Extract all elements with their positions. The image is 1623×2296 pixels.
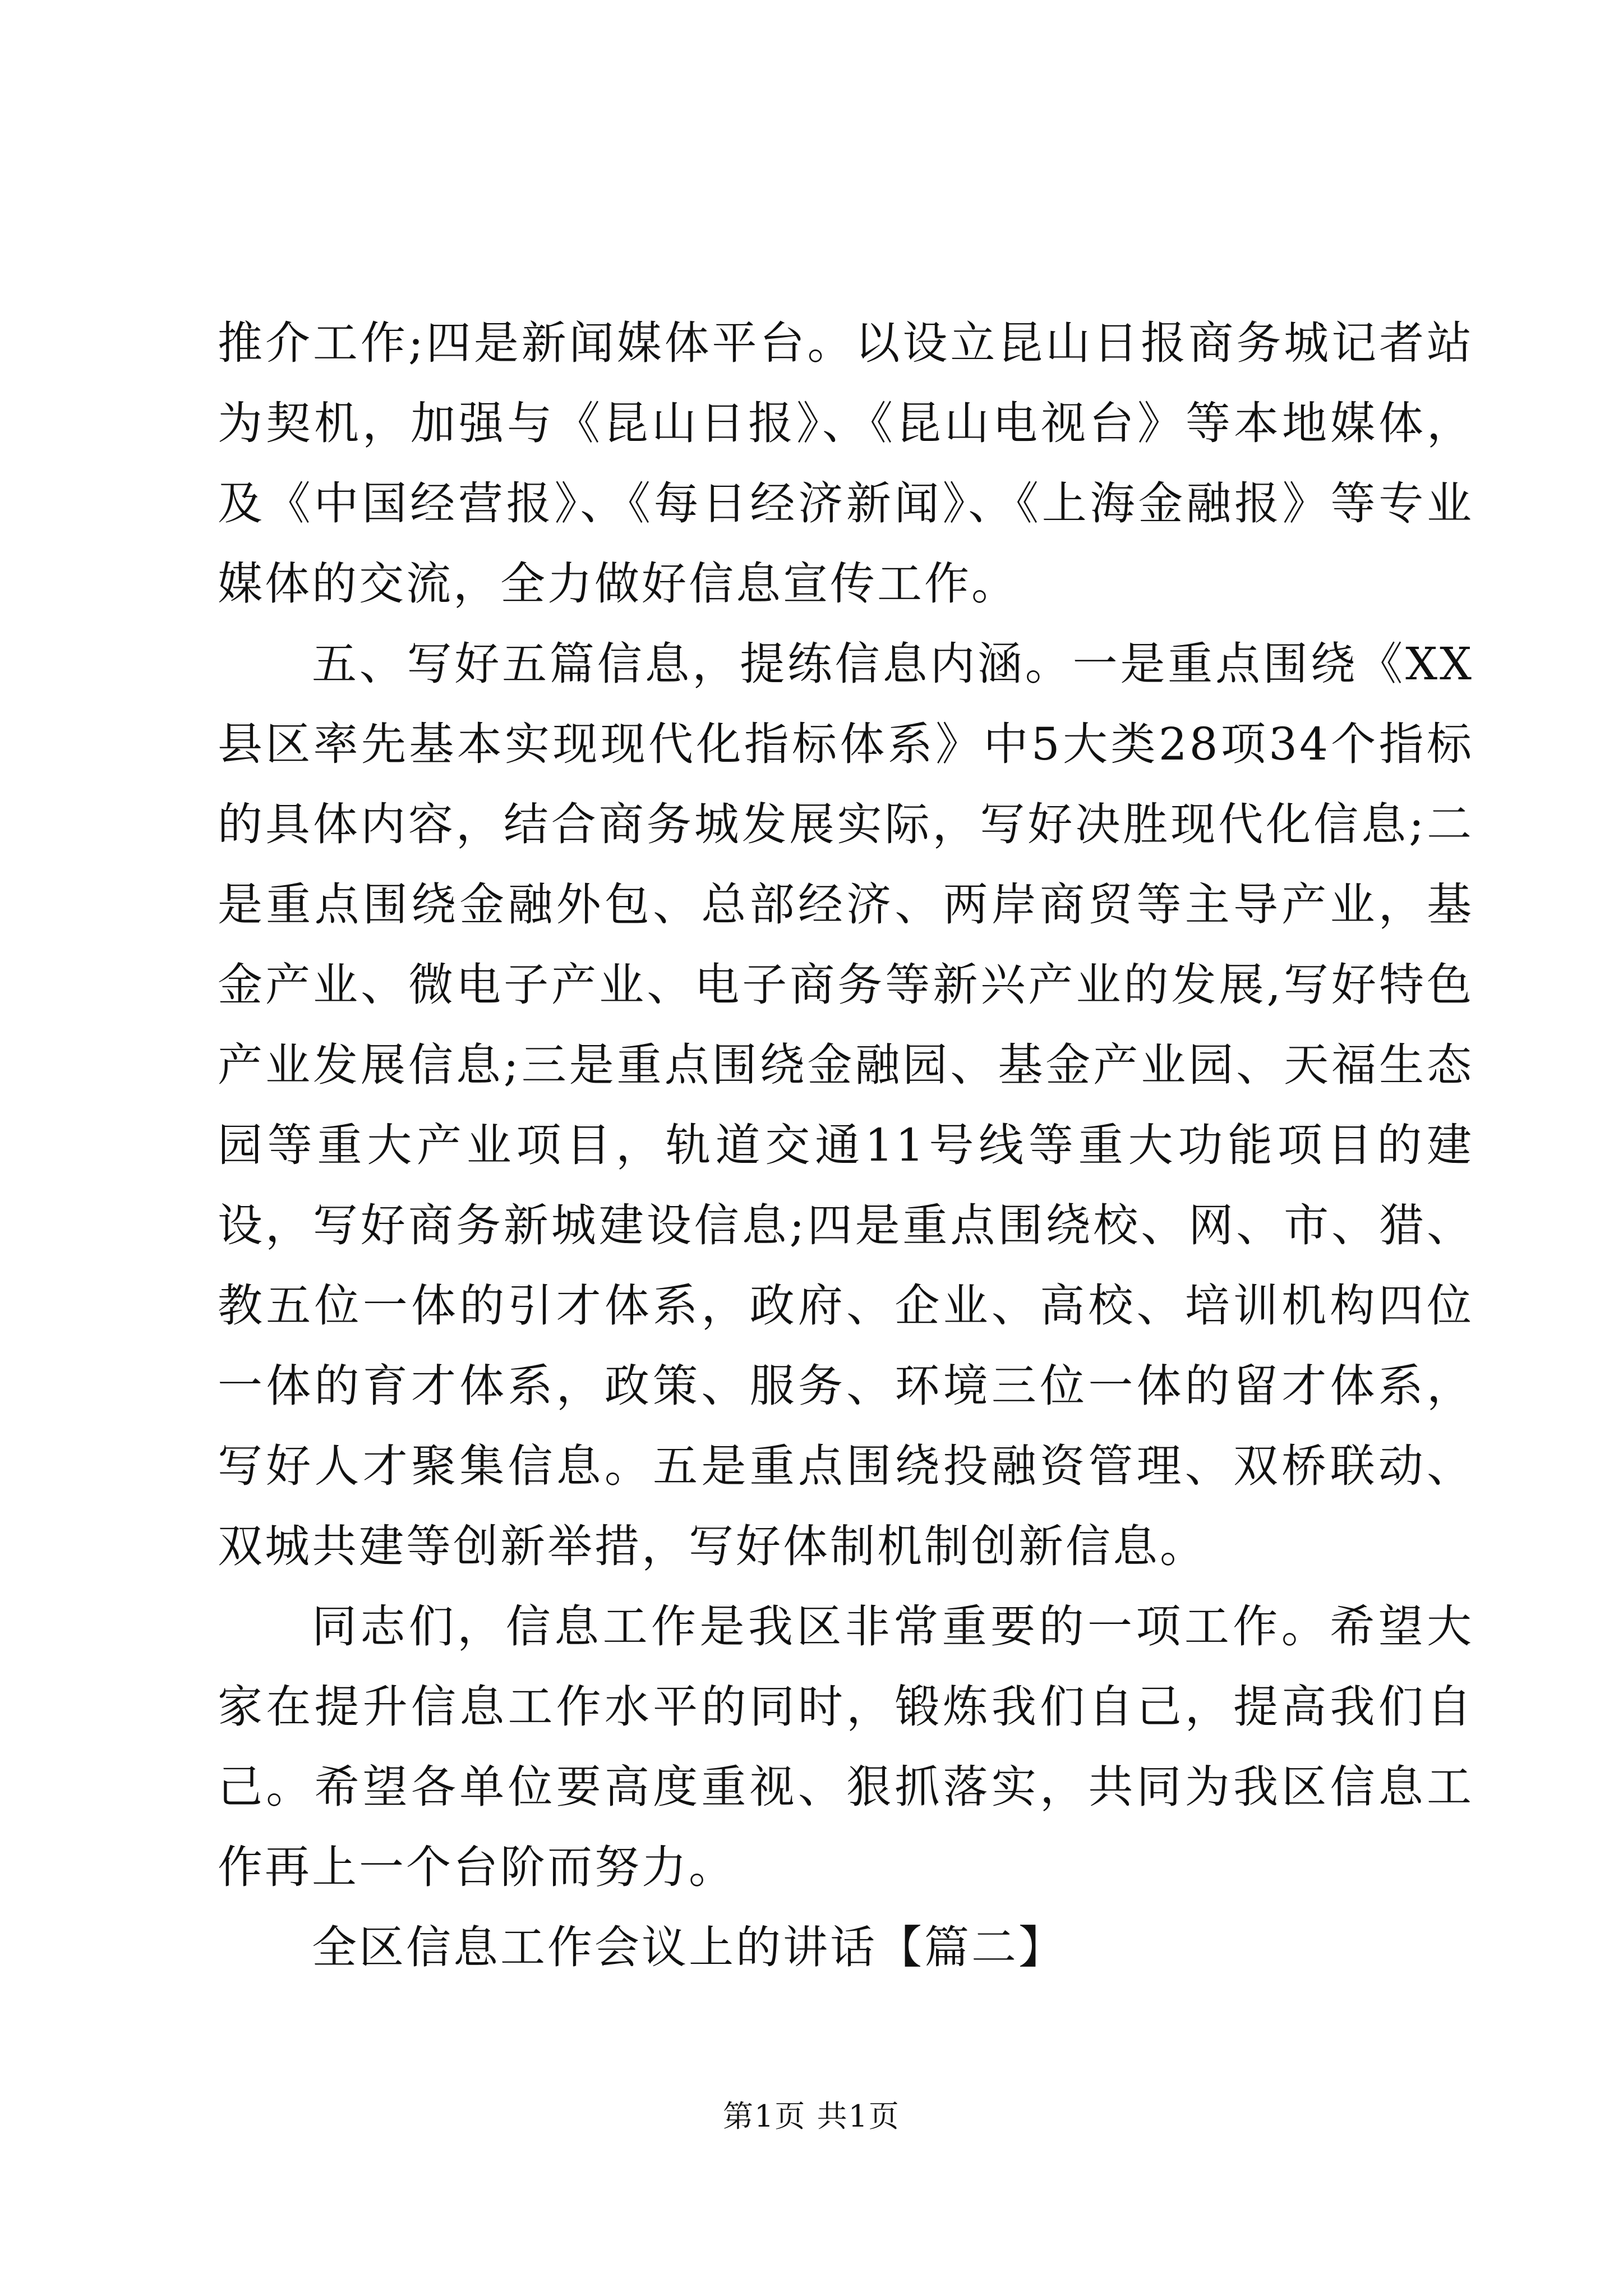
page-footer: 第1页 共1页 (723, 2099, 900, 2134)
paragraph-five-information: 五、写好五篇信息，提练信息内涵。一是重点围绕《XX县区率先基本实现现代化指标体系》中5大类28项34个指标的具体内容，结合商务城发展实际，写好决胜现代化信息;二是重点围绕金融外包、总部经济、两岸商贸等主导产业，基金产业、微电子产业、电子商务等新兴产业的发展,写好特色产业发展信息;三是重点围绕金融园、基金产业园、天福生态园等重大产业项目，轨道交通11号线等重大功能项目的建设，写好商务新城建设信息;四是重点围绕校、网、市、猎、教五位一体的引才体系，政府、企业、高校、培训机构四位一体的育才体系，政策、服务、环境三位一体的留才体系，写好人才聚集信息。五是重点围绕投融资管理、双桥联动、双城共建等创新举措，写好体制机制创新信息。 (218, 638, 1474, 1572)
document-body (218, 303, 1474, 1987)
paragraph-media-platform: 推介工作;四是新闻媒体平台。以设立昆山日报商务城记者站为契机，加强与《昆山日报》、《昆山电视台》等本地媒体，及《中国经营报》、《每日经济新闻》、《上海金融报》等专业媒体的交流，全力做好信息宣传工作。 (218, 317, 1474, 610)
section-heading-part-two: 全区信息工作会议上的讲话【篇二】 (312, 1921, 1066, 1973)
paragraph-closing-remarks: 同志们，信息工作是我区非常重要的一项工作。希望大家在提升信息工作水平的同时，锻炼我们自己，提高我们自己。希望各单位要高度重视、狠抓落实，共同为我区信息工作再上一个台阶而努力。 (218, 1600, 1474, 1893)
